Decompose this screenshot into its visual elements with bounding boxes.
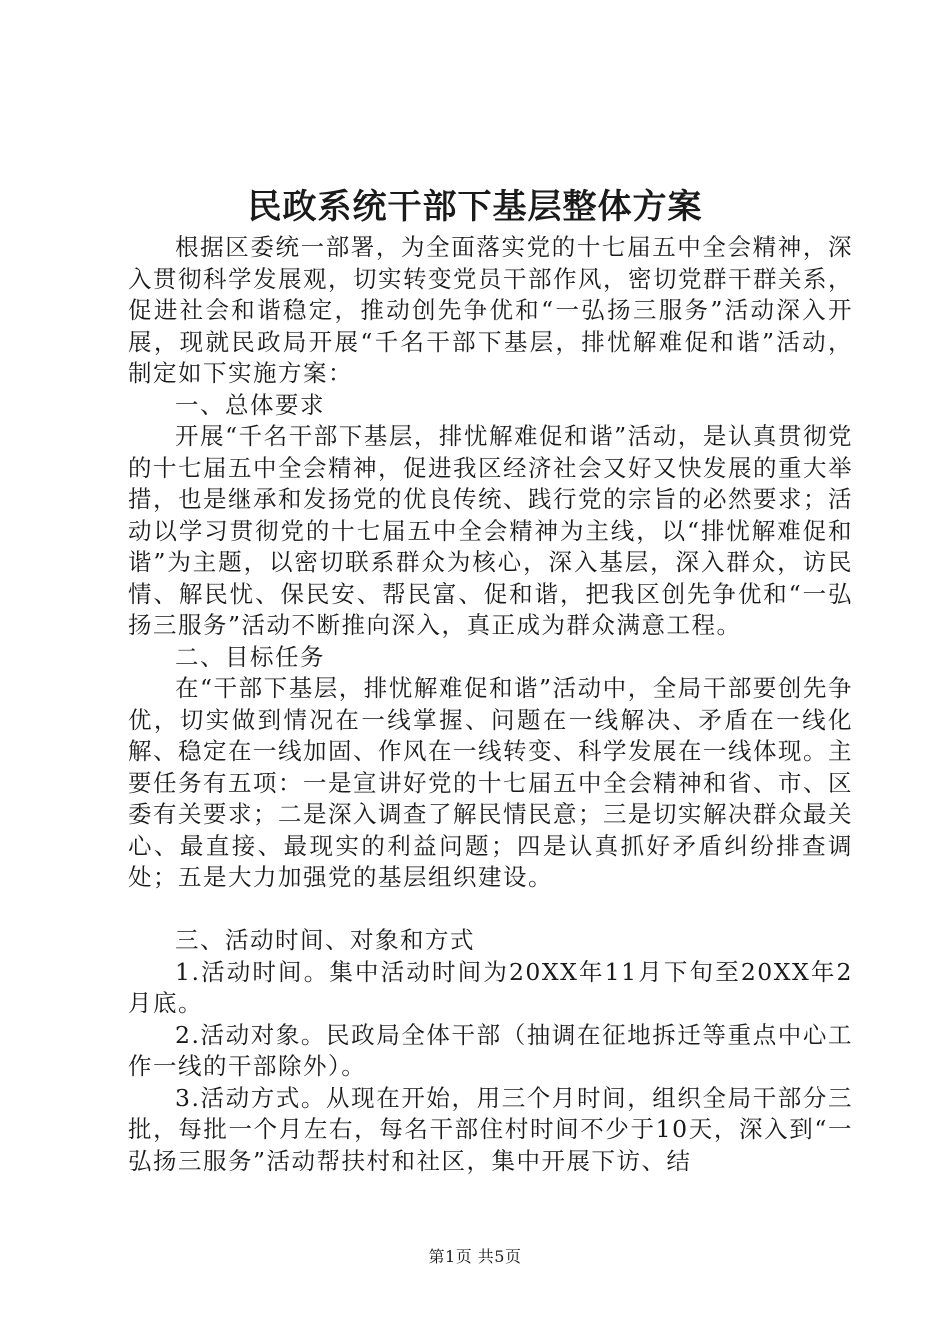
section-heading-1: 一、总体要求: [175, 390, 325, 419]
section-heading-2: 二、目标任务: [175, 642, 325, 671]
objectives-paragraph: 在“干部下基层，排忧解难促和谐”活动中，全局干部要创先争优，切实做到情况在一线掌握、问题在一线解决、矛盾在一线化解、稳定在一线加固、作风在一线转变、科学发展在一线体现。主要任务有五项：一是宣讲好党的十七届五中全会精神和省、市、区委有关要求；二是深入调查了解民情民意；三是切实解决群众最关心、最直接、最现实的利益问题；四是认真抓好矛盾纠纷排查调处；五是大力加强党的基层组织建设。: [128, 674, 853, 891]
activity-target-paragraph: 2.活动对象。民政局全体干部（抽调在征地拆迁等重点中心工作一线的干部除外）。: [128, 1020, 853, 1080]
blank-line: [128, 894, 853, 926]
activity-time-paragraph: 1.活动时间。集中活动时间为20XX年11月下旬至20XX年2月底。: [128, 957, 853, 1017]
document-body: [128, 232, 853, 1177]
page-footer: 第1页 共5页: [428, 1247, 522, 1266]
intro-paragraph: 根据区委统一部署，为全面落实党的十七届五中全会精神，深入贯彻科学发展观，切实转变党员干部作风，密切党群干群关系，促进社会和谐稳定，推动创先争优和“一弘扬三服务”活动深入开展，现就民政局开展“千名干部下基层，排忧解难促和谐”活动，制定如下实施方案：: [128, 233, 853, 387]
activity-method-paragraph: 3.活动方式。从现在开始，用三个月时间，组织全局干部分三批，每批一个月左右，每名干部住村时间不少于10天，深入到“一弘扬三服务”活动帮扶村和社区，集中开展下访、结: [128, 1083, 853, 1175]
general-requirements-paragraph: 开展“千名干部下基层，排忧解难促和谐”活动，是认真贯彻党的十七届五中全会精神，促进我区经济社会又好又快发展的重大举措，也是继承和发扬党的优良传统、践行党的宗旨的必然要求；活动以学习贯彻党的十七届五中全会精神为主线，以“排忧解难促和谐”为主题，以密切联系群众为核心，深入基层，深入群众，访民情、解民忧、保民安、帮民富、促和谐，把我区创先争优和“一弘扬三服务”活动不断推向深入，真正成为群众满意工程。: [128, 422, 853, 639]
document-title: 民政系统干部下基层整体方案: [247, 187, 703, 227]
section-heading-3: 三、活动时间、对象和方式: [175, 926, 475, 954]
